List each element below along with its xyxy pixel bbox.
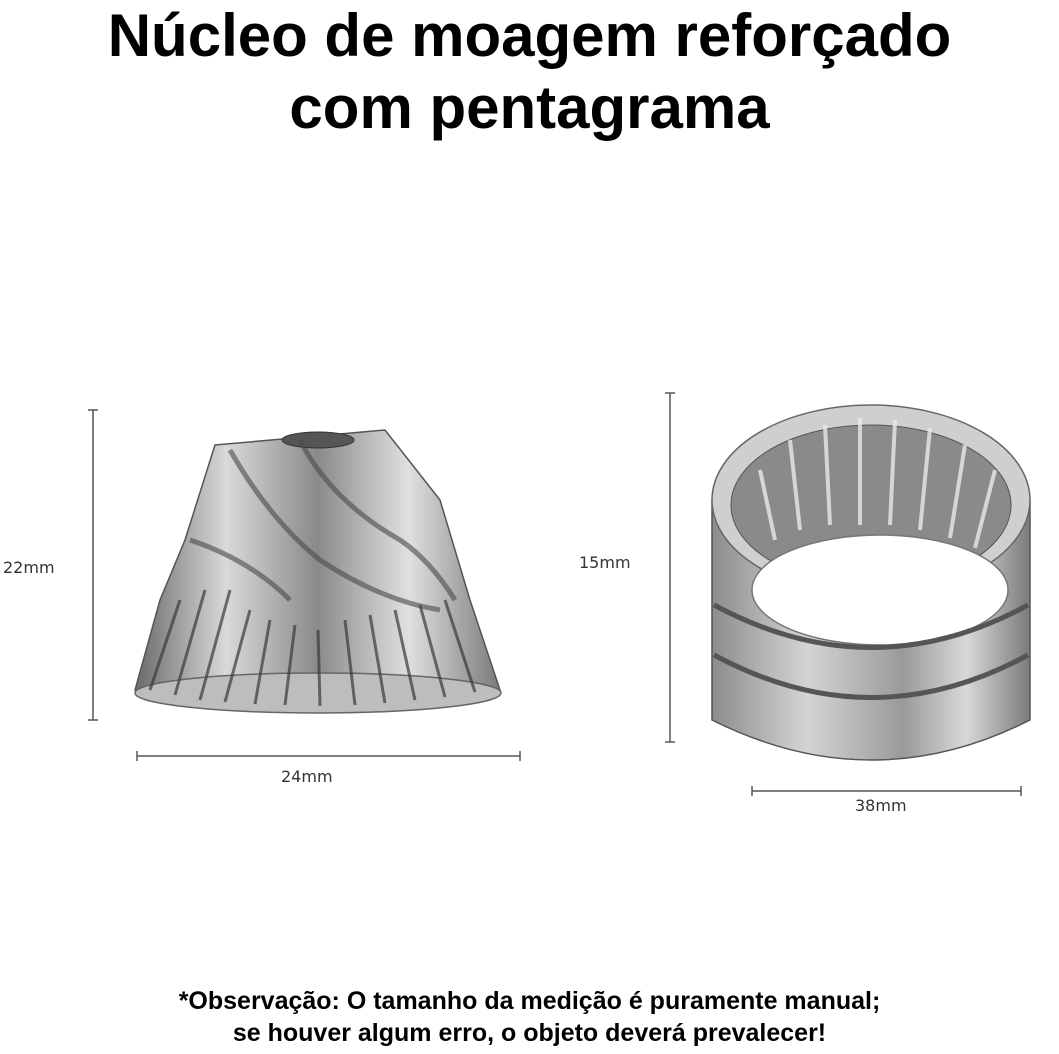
cone-height-dimension <box>88 410 98 720</box>
cone-burr-hole <box>282 432 354 448</box>
disclaimer-line-1: *Observação: O tamanho da medição é puramente manual; <box>178 987 881 1015</box>
ring-height-label: 15mm <box>579 553 631 572</box>
disclaimer-line-2: se houver algum erro, o objeto deverá prevalecer! <box>232 1019 827 1047</box>
ring-height-dimension <box>665 393 675 742</box>
ring-width-dimension <box>752 786 1021 796</box>
ring-burr <box>712 405 1030 760</box>
title-line-1: Núcleo de moagem reforçado <box>107 2 952 69</box>
cone-burr <box>135 430 501 713</box>
cone-width-dimension <box>137 751 520 761</box>
ring-width-label: 38mm <box>855 796 907 815</box>
measurement-disclaimer <box>0 985 1059 1049</box>
title-line-2: com pentagrama <box>289 74 770 141</box>
cone-width-label: 24mm <box>281 767 333 786</box>
cone-height-label: 22mm <box>3 558 55 577</box>
